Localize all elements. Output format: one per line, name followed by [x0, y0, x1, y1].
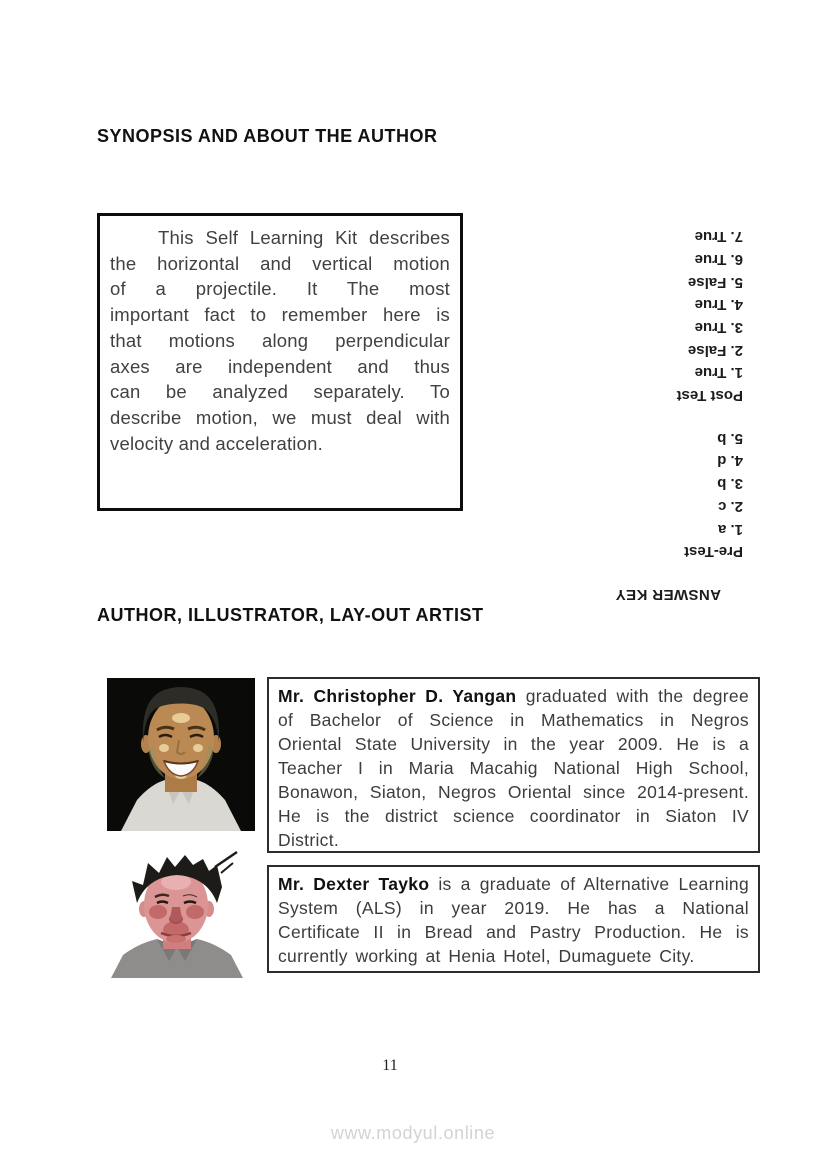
- synopsis-line: important fact to remember here is: [110, 304, 450, 326]
- posttest-answer: 6. True: [694, 250, 743, 268]
- posttest-answer: 1. True: [694, 364, 743, 382]
- portrait-man-smiling-icon: [107, 678, 255, 831]
- pretest-label: Pre-Test: [684, 543, 743, 561]
- posttest-answer: 3. True: [694, 318, 743, 336]
- answer-key-gap: [598, 406, 743, 426]
- portrait-man-spiky-hair-icon: [103, 849, 252, 978]
- author-photo-dexter: [103, 849, 252, 978]
- author-name: Mr. Christopher D. Yangan: [278, 686, 517, 706]
- pretest-answer: 3. b: [717, 475, 743, 493]
- authors-heading: AUTHOR, ILLUSTRATOR, LAY-OUT ARTIST: [97, 605, 484, 625]
- synopsis-box: [97, 213, 463, 511]
- author-bio-box-dexter: [267, 865, 760, 973]
- posttest-label: Post Test: [676, 387, 743, 405]
- pretest-answer: 1. a: [717, 520, 743, 538]
- author-bio-text: [278, 872, 749, 968]
- synopsis-line: of a projectile. It The most: [110, 278, 450, 300]
- author-bio: is a graduate of Alternative Learning System (ALS) in year 2019. He has a National Certificate II in Bread and Pastry Production. He is currently working at Henia Hotel, Dumaguete City.: [278, 874, 750, 966]
- posttest-answer: 4. True: [694, 296, 743, 314]
- posttest-answer: 5. False: [687, 273, 743, 291]
- synopsis-line: axes are independent and thus: [110, 355, 450, 377]
- synopsis-heading: SYNOPSIS AND ABOUT THE AUTHOR: [97, 126, 438, 146]
- answer-key-gap: [598, 562, 743, 582]
- synopsis-line: the horizontal and vertical motion: [110, 252, 450, 274]
- author-bio-box-christopher: [267, 677, 760, 853]
- answer-key: [598, 211, 748, 613]
- author-bio-text: [278, 684, 749, 852]
- page-number: 11: [382, 1057, 398, 1074]
- answer-key-title: ANSWER KEY: [615, 586, 721, 603]
- pretest-answer: 5. b: [717, 429, 743, 447]
- synopsis-line: describe motion, we must deal with: [110, 406, 450, 428]
- pretest-answer: 4. d: [717, 452, 743, 470]
- posttest-answer: 2. False: [687, 341, 743, 359]
- author-bio: graduated with the degree of Bachelor of Science in Mathematics in Negros Oriental State University in the year 2009. He is a Teacher I in Maria Macahig National High School, Bonawon, Siaton, Negros Oriental since 2014-present. He is the district science coordinator in Siaton IV District.: [278, 686, 749, 850]
- posttest-answer: 7. True: [694, 228, 743, 246]
- synopsis-line: that motions along perpendicular: [110, 329, 450, 351]
- synopsis-line: This Self Learning Kit describes: [158, 227, 450, 248]
- author-photo-christopher: [107, 678, 255, 831]
- synopsis-line: velocity and acceleration.: [110, 432, 323, 454]
- pretest-answer: 2. c: [717, 497, 743, 515]
- watermark: www.modyul.online: [330, 1123, 496, 1143]
- author-name: Mr. Dexter Tayko: [278, 874, 430, 894]
- synopsis-line: can be analyzed separately. To: [110, 381, 450, 403]
